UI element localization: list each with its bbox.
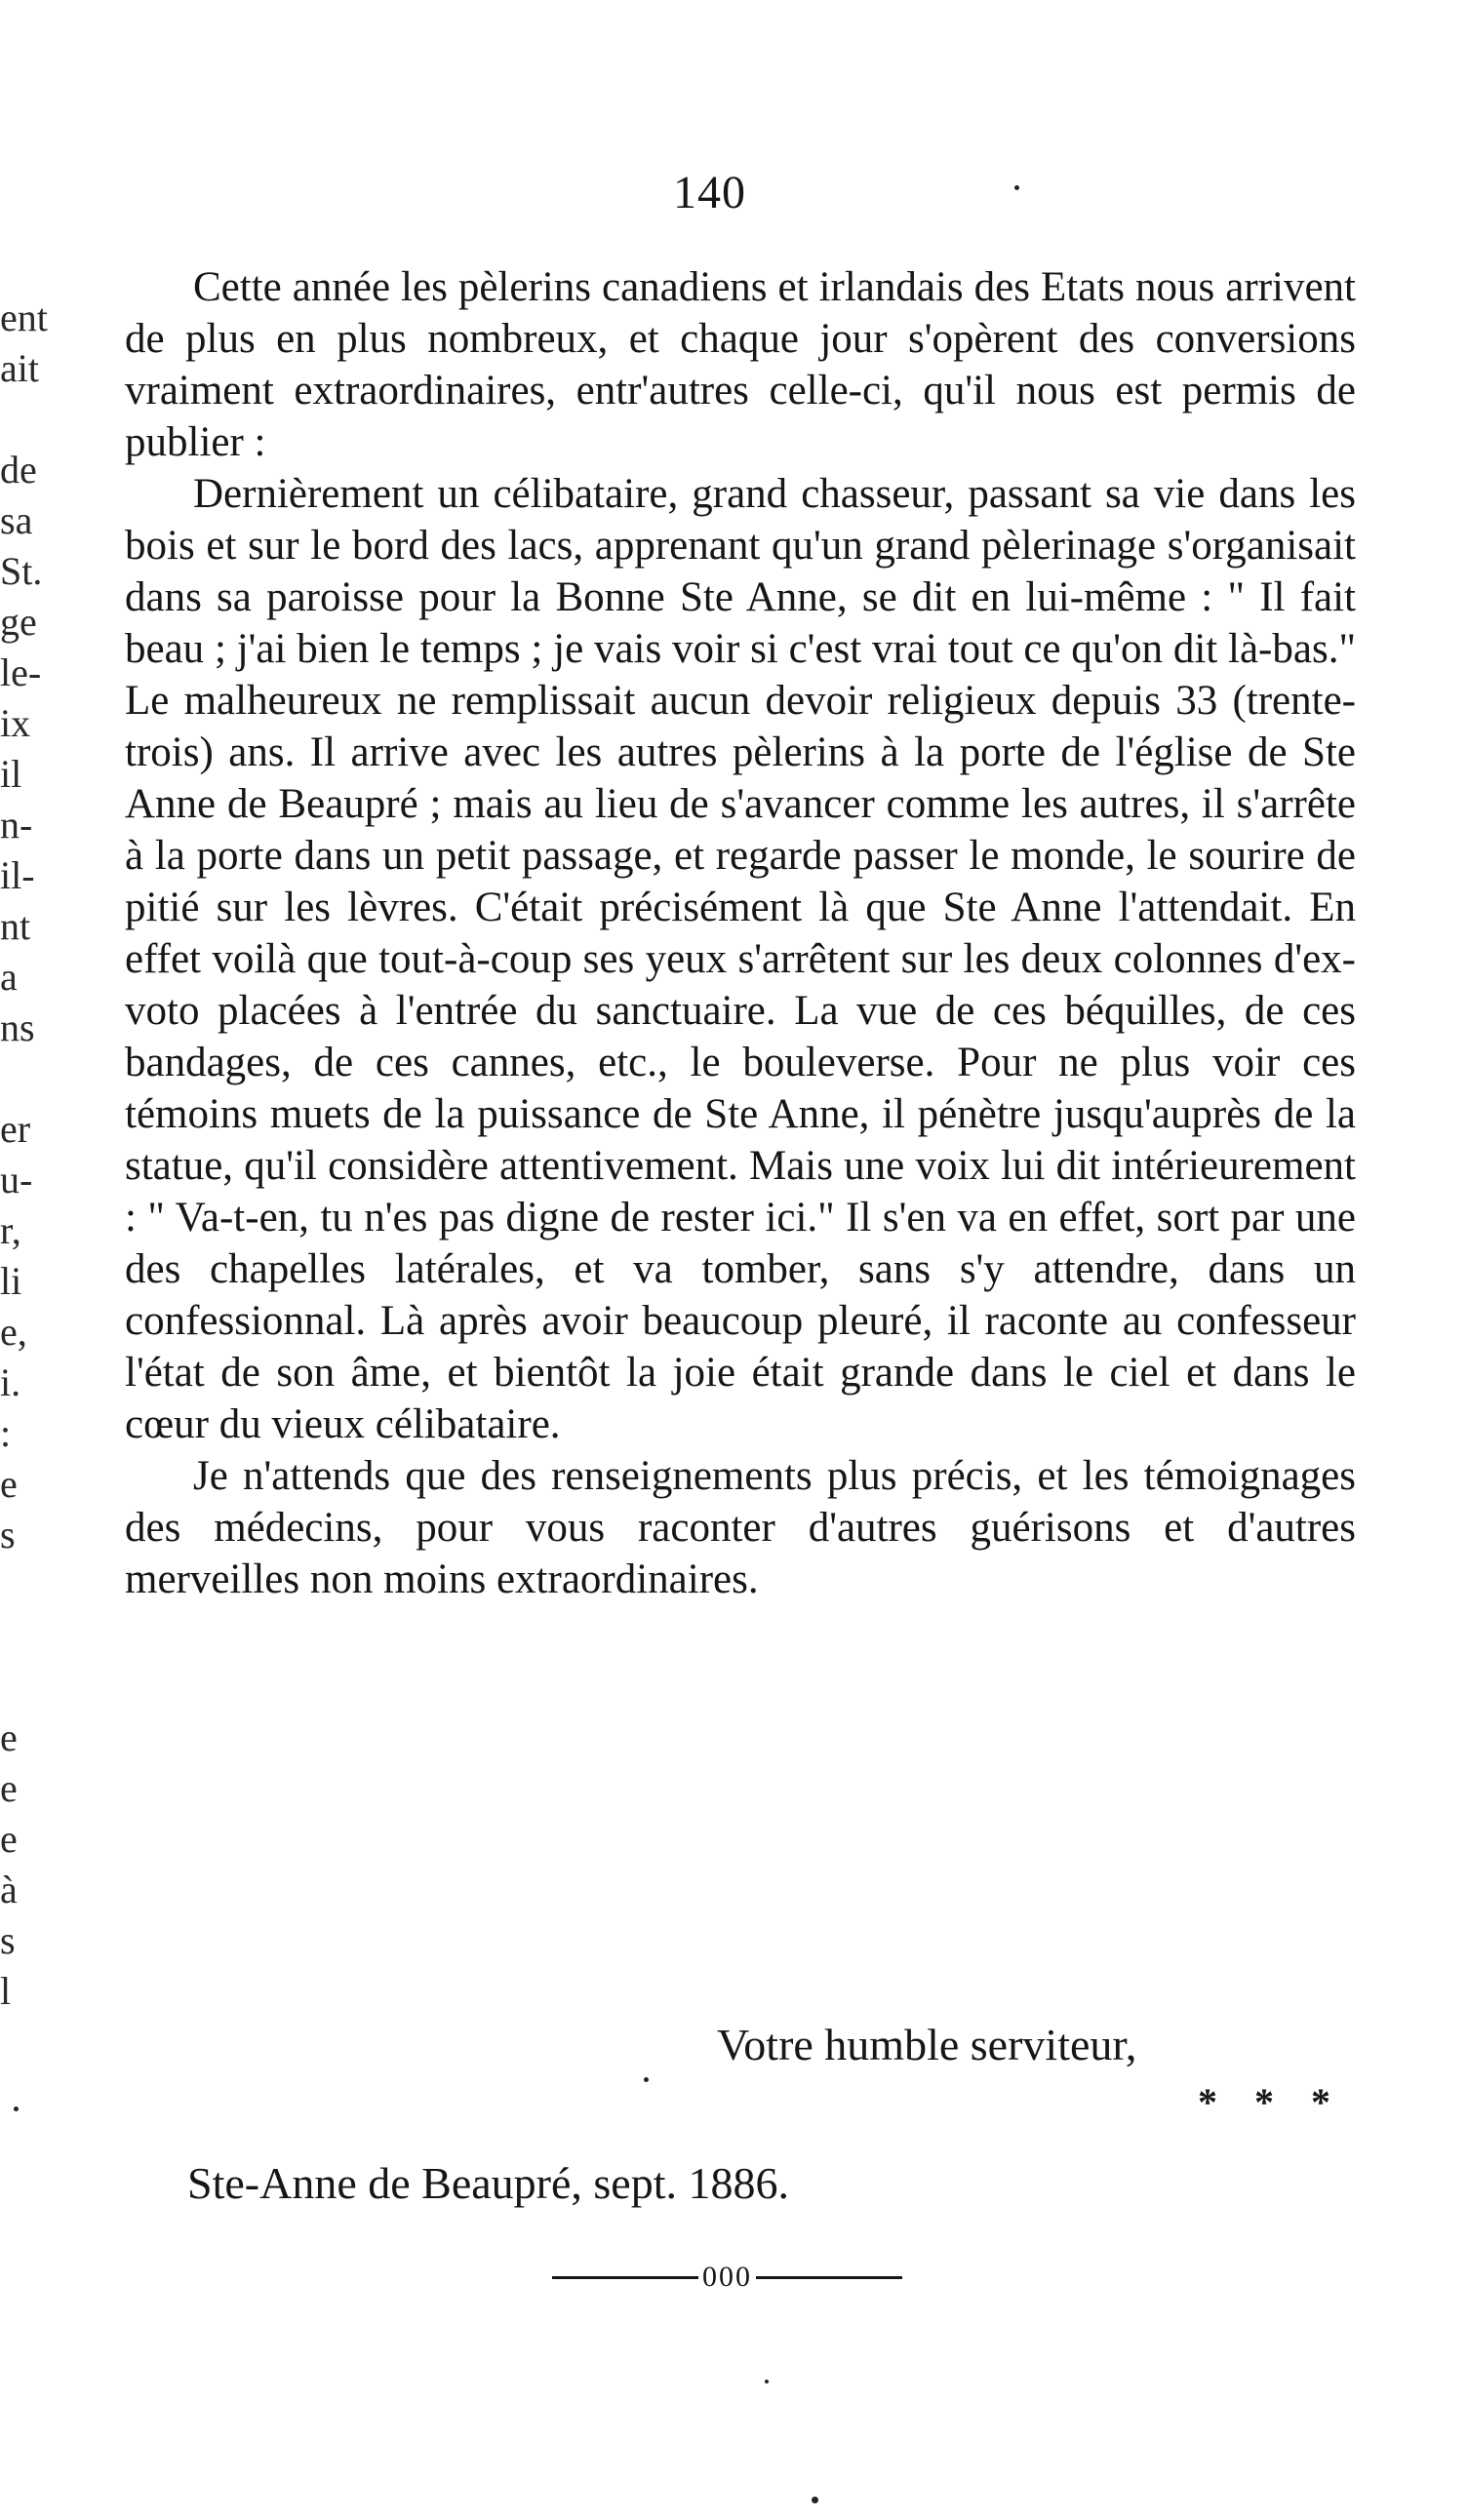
margin-fragment: r,: [0, 1208, 21, 1252]
margin-fragment: :: [0, 1411, 12, 1455]
margin-fragment: e: [0, 1817, 18, 1861]
margin-fragment: sa: [0, 498, 33, 542]
separator-rule-right: [756, 2276, 902, 2279]
margin-fragment: e: [0, 1462, 18, 1506]
letter-body: [125, 261, 1356, 1605]
paragraph-3: Je n'attends que des renseignements plus précis, et les témoignages des médecins, pour vous raconter d'autres guérisons et d'autres merveilles non moins extraordinaires.: [125, 1453, 1356, 1602]
margin-fragment: ent: [0, 295, 48, 339]
margin-fragment: [0, 1662, 68, 1713]
margin-fragment: l: [0, 1969, 12, 2013]
margin-fragment: ge: [0, 600, 37, 644]
dateline: Ste-Anne de Beaupré, sept. 1886.: [187, 2158, 790, 2208]
margin-fragment: s: [0, 1513, 16, 1556]
margin-fragment: le-: [0, 650, 42, 694]
margin-fragment: ait: [0, 346, 39, 390]
print-speck: [1014, 185, 1019, 190]
print-speck: [812, 2497, 818, 2503]
margin-fragment: e,: [0, 1310, 27, 1354]
margin-fragment: u-: [0, 1158, 33, 1201]
signature-asterisks: * * *: [1198, 2080, 1344, 2124]
closing-salutation: Votre humble serviteur,: [717, 2020, 1137, 2069]
margin-fragment: ns: [0, 1005, 35, 1049]
margin-fragment: s: [0, 1918, 16, 1962]
margin-fragment: de: [0, 448, 37, 492]
margin-fragment: il-: [0, 853, 35, 897]
section-separator: [552, 2261, 902, 2294]
print-speck: [765, 2380, 769, 2383]
margin-fragment: St.: [0, 549, 43, 593]
margin-fragment: [0, 1053, 68, 1104]
print-speck: [644, 2077, 649, 2082]
paragraph-2: Dernièrement un célibataire, grand chasseur, passant sa vie dans les bois et sur le bord des lacs, apprenant qu'un grand pèlerinage s'organisait dans sa paroisse pour la Bonne Ste Anne, se dit en lui-même : " Il fait beau ; j'ai bien le temps ; je vais voir si c'est vrai tout ce qu'on dit là-bas." Le malheureux ne remplissait aucun devoir religieux depuis 33 (trente-trois) ans. Il arrive avec les autres pèlerins à la porte de l'église de Ste Anne de Beaupré ; mais au lieu de s'avancer comme les autres, il s'arrête à la porte dans un petit passage, et regarde passer le monde, le sourire de pitié sur les lèvres. C'était précisément là que Ste Anne l'attendait. En effet voilà que tout-à-coup ses yeux s'arrêtent sur les deux colonnes d'ex-voto placées à l'entrée du sanctuaire. La vue de ces béquilles, de ces bandages, de ces cannes, etc., le bouleverse. Pour ne plus voir ces témoins muets de la puissance de Ste Anne, il pénètre jusqu'auprès de la statue, qu'il considère attentivement. Mais une voix lui dit intérieurement : " Va-t-en, tu n'es pas digne de rester ici." Il s'en va en effet, sort par une des chapelles latérales, et va tomber, sans s'y attendre, dans un confessionnal. Là après avoir beaucoup pleuré, il raconte au confesseur l'état de son âme, et bientôt la joie était grande dans le ciel et dans le cœur du vieux célibataire.: [125, 471, 1356, 1447]
margin-fragment: ix: [0, 701, 31, 745]
margin-fragment: nt: [0, 904, 31, 948]
separator-ornament: 000: [702, 2261, 752, 2293]
paragraph-1: Cette année les pèlerins canadiens et irlandais des Etats nous arrivent de plus en plus nombreux, et chaque jour s'opèrent des conversions vraiment extraordinaires, entr'autres celle-ci, qu'il nous est permis de publier :: [125, 264, 1356, 465]
margin-fragment: [0, 1560, 68, 1611]
margin-fragment: n-: [0, 803, 33, 847]
margin-fragment: i.: [0, 1360, 21, 1404]
separator-rule-left: [552, 2276, 698, 2279]
print-speck: [14, 2107, 19, 2111]
margin-fragment: er: [0, 1107, 31, 1151]
facing-page-bleed: [0, 293, 68, 2017]
margin-fragment: e: [0, 1715, 18, 1759]
margin-fragment: li: [0, 1259, 22, 1303]
margin-fragment: à: [0, 1868, 18, 1911]
margin-fragment: a: [0, 955, 18, 999]
margin-fragment: [0, 394, 68, 445]
page-number: 140: [673, 167, 746, 218]
margin-fragment: il: [0, 752, 22, 796]
margin-fragment: [0, 1611, 68, 1662]
margin-fragment: e: [0, 1766, 18, 1810]
